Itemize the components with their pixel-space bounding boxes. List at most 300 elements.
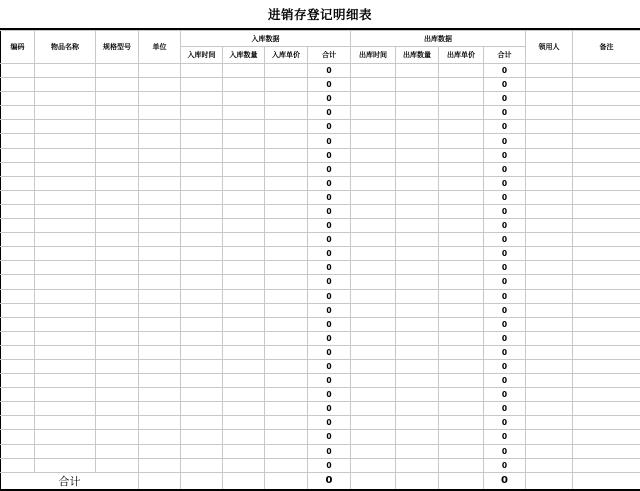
cell-receiver[interactable] — [526, 458, 573, 472]
cell-receiver[interactable] — [526, 148, 573, 162]
cell-remark[interactable] — [573, 402, 640, 416]
cell-in-total[interactable]: 0 — [308, 148, 351, 162]
cell-in-price[interactable] — [265, 430, 308, 444]
cell-remark[interactable] — [573, 388, 640, 402]
cell-name[interactable] — [35, 64, 96, 78]
cell-name[interactable] — [35, 430, 96, 444]
cell-in-time[interactable] — [181, 78, 223, 92]
cell-name[interactable] — [35, 162, 96, 176]
cell-out-qty[interactable] — [396, 388, 439, 402]
cell-out-qty[interactable] — [396, 120, 439, 134]
cell-unit[interactable] — [139, 388, 181, 402]
cell-receiver[interactable] — [526, 64, 573, 78]
cell-remark[interactable] — [573, 317, 640, 331]
cell-in-qty[interactable] — [223, 444, 265, 458]
cell-name[interactable] — [35, 176, 96, 190]
cell-out-price[interactable] — [439, 388, 484, 402]
cell-receiver[interactable] — [526, 219, 573, 233]
cell-in-qty[interactable] — [223, 78, 265, 92]
cell-unit[interactable] — [139, 162, 181, 176]
cell-out-time[interactable] — [351, 359, 396, 373]
cell-out-total[interactable]: 0 — [484, 162, 526, 176]
cell-name[interactable] — [35, 148, 96, 162]
cell-in-qty[interactable] — [223, 388, 265, 402]
cell-out-price[interactable] — [439, 204, 484, 218]
cell-unit[interactable] — [139, 402, 181, 416]
cell-out-price[interactable] — [439, 402, 484, 416]
cell-receiver[interactable] — [526, 261, 573, 275]
cell-unit[interactable] — [139, 106, 181, 120]
cell-name[interactable] — [35, 317, 96, 331]
cell-remark[interactable] — [573, 458, 640, 472]
cell-code[interactable] — [1, 331, 35, 345]
cell-receiver[interactable] — [526, 430, 573, 444]
cell-code[interactable] — [1, 388, 35, 402]
cell-spec[interactable] — [96, 261, 139, 275]
cell-name[interactable] — [35, 120, 96, 134]
cell-in-price[interactable] — [265, 247, 308, 261]
cell-receiver[interactable] — [526, 388, 573, 402]
cell-in-price[interactable] — [265, 219, 308, 233]
cell-receiver[interactable] — [526, 317, 573, 331]
cell-out-qty[interactable] — [396, 374, 439, 388]
cell-name[interactable] — [35, 275, 96, 289]
cell-out-total[interactable]: 0 — [484, 374, 526, 388]
cell-in-price[interactable] — [265, 317, 308, 331]
header-out-total[interactable]: 合计 — [484, 47, 526, 64]
cell-out-total[interactable]: 0 — [484, 120, 526, 134]
cell-out-qty[interactable] — [396, 92, 439, 106]
cell-remark[interactable] — [573, 233, 640, 247]
cell-in-price[interactable] — [265, 359, 308, 373]
cell-spec[interactable] — [96, 331, 139, 345]
cell-in-price[interactable] — [265, 331, 308, 345]
cell-remark[interactable] — [573, 289, 640, 303]
header-code[interactable]: 编码 — [1, 31, 35, 64]
cell-name[interactable] — [35, 359, 96, 373]
cell-out-qty[interactable] — [396, 303, 439, 317]
cell-in-qty[interactable] — [223, 317, 265, 331]
cell-receiver[interactable] — [526, 444, 573, 458]
total-cell[interactable] — [223, 472, 265, 490]
cell-name[interactable] — [35, 92, 96, 106]
cell-receiver[interactable] — [526, 416, 573, 430]
cell-in-qty[interactable] — [223, 120, 265, 134]
cell-spec[interactable] — [96, 402, 139, 416]
cell-out-price[interactable] — [439, 78, 484, 92]
cell-receiver[interactable] — [526, 162, 573, 176]
cell-in-total[interactable]: 0 — [308, 120, 351, 134]
cell-out-price[interactable] — [439, 233, 484, 247]
cell-out-time[interactable] — [351, 331, 396, 345]
cell-unit[interactable] — [139, 303, 181, 317]
cell-receiver[interactable] — [526, 190, 573, 204]
cell-out-price[interactable] — [439, 430, 484, 444]
cell-remark[interactable] — [573, 92, 640, 106]
cell-in-qty[interactable] — [223, 247, 265, 261]
cell-in-qty[interactable] — [223, 402, 265, 416]
header-in-qty[interactable]: 入库数量 — [223, 47, 265, 64]
cell-out-time[interactable] — [351, 444, 396, 458]
cell-in-price[interactable] — [265, 134, 308, 148]
cell-out-price[interactable] — [439, 92, 484, 106]
cell-in-total[interactable]: 0 — [308, 331, 351, 345]
cell-out-time[interactable] — [351, 120, 396, 134]
cell-name[interactable] — [35, 219, 96, 233]
cell-in-qty[interactable] — [223, 331, 265, 345]
cell-in-time[interactable] — [181, 275, 223, 289]
cell-out-total[interactable]: 0 — [484, 106, 526, 120]
cell-name[interactable] — [35, 444, 96, 458]
cell-remark[interactable] — [573, 176, 640, 190]
cell-unit[interactable] — [139, 204, 181, 218]
header-in-total[interactable]: 合计 — [308, 47, 351, 64]
cell-out-total[interactable]: 0 — [484, 190, 526, 204]
cell-out-price[interactable] — [439, 247, 484, 261]
cell-in-time[interactable] — [181, 331, 223, 345]
cell-remark[interactable] — [573, 106, 640, 120]
cell-remark[interactable] — [573, 120, 640, 134]
cell-in-time[interactable] — [181, 458, 223, 472]
cell-out-qty[interactable] — [396, 331, 439, 345]
cell-out-total[interactable]: 0 — [484, 176, 526, 190]
cell-unit[interactable] — [139, 219, 181, 233]
cell-out-qty[interactable] — [396, 64, 439, 78]
cell-out-price[interactable] — [439, 458, 484, 472]
cell-out-total[interactable]: 0 — [484, 275, 526, 289]
cell-spec[interactable] — [96, 289, 139, 303]
cell-in-time[interactable] — [181, 247, 223, 261]
cell-out-time[interactable] — [351, 148, 396, 162]
header-receiver[interactable]: 领用人 — [526, 31, 573, 64]
cell-in-time[interactable] — [181, 148, 223, 162]
cell-name[interactable] — [35, 247, 96, 261]
total-cell[interactable] — [181, 472, 223, 490]
cell-spec[interactable] — [96, 162, 139, 176]
cell-in-price[interactable] — [265, 374, 308, 388]
cell-spec[interactable] — [96, 275, 139, 289]
cell-in-time[interactable] — [181, 64, 223, 78]
cell-out-time[interactable] — [351, 317, 396, 331]
cell-out-qty[interactable] — [396, 233, 439, 247]
total-cell[interactable] — [396, 472, 439, 490]
cell-spec[interactable] — [96, 78, 139, 92]
cell-out-total[interactable]: 0 — [484, 430, 526, 444]
cell-code[interactable] — [1, 374, 35, 388]
cell-code[interactable] — [1, 120, 35, 134]
cell-name[interactable] — [35, 402, 96, 416]
cell-in-price[interactable] — [265, 162, 308, 176]
header-outbound-group[interactable]: 出库数据 — [351, 31, 526, 47]
cell-out-qty[interactable] — [396, 359, 439, 373]
cell-in-qty[interactable] — [223, 430, 265, 444]
cell-in-total[interactable]: 0 — [308, 92, 351, 106]
cell-in-qty[interactable] — [223, 148, 265, 162]
cell-in-qty[interactable] — [223, 106, 265, 120]
cell-spec[interactable] — [96, 374, 139, 388]
cell-in-total[interactable]: 0 — [308, 359, 351, 373]
total-in-sum[interactable]: 0 — [308, 472, 351, 490]
cell-code[interactable] — [1, 303, 35, 317]
cell-receiver[interactable] — [526, 92, 573, 106]
cell-out-total[interactable]: 0 — [484, 444, 526, 458]
cell-in-price[interactable] — [265, 416, 308, 430]
cell-in-time[interactable] — [181, 92, 223, 106]
cell-unit[interactable] — [139, 416, 181, 430]
cell-out-qty[interactable] — [396, 176, 439, 190]
cell-out-price[interactable] — [439, 106, 484, 120]
total-out-sum[interactable]: 0 — [484, 472, 526, 490]
cell-in-total[interactable]: 0 — [308, 204, 351, 218]
cell-unit[interactable] — [139, 458, 181, 472]
cell-in-total[interactable]: 0 — [308, 416, 351, 430]
cell-code[interactable] — [1, 190, 35, 204]
cell-spec[interactable] — [96, 219, 139, 233]
header-remark[interactable]: 备注 — [573, 31, 640, 64]
cell-in-time[interactable] — [181, 345, 223, 359]
cell-out-total[interactable]: 0 — [484, 416, 526, 430]
cell-in-time[interactable] — [181, 219, 223, 233]
cell-remark[interactable] — [573, 444, 640, 458]
cell-out-qty[interactable] — [396, 78, 439, 92]
cell-out-price[interactable] — [439, 120, 484, 134]
header-out-price[interactable]: 出库单价 — [439, 47, 484, 64]
cell-name[interactable] — [35, 345, 96, 359]
cell-unit[interactable] — [139, 261, 181, 275]
cell-spec[interactable] — [96, 359, 139, 373]
cell-code[interactable] — [1, 162, 35, 176]
cell-in-total[interactable]: 0 — [308, 388, 351, 402]
cell-unit[interactable] — [139, 275, 181, 289]
cell-in-time[interactable] — [181, 261, 223, 275]
cell-in-price[interactable] — [265, 289, 308, 303]
cell-in-qty[interactable] — [223, 303, 265, 317]
cell-remark[interactable] — [573, 219, 640, 233]
cell-in-time[interactable] — [181, 359, 223, 373]
cell-receiver[interactable] — [526, 345, 573, 359]
header-name[interactable]: 物品名称 — [35, 31, 96, 64]
cell-out-price[interactable] — [439, 374, 484, 388]
cell-out-price[interactable] — [439, 219, 484, 233]
cell-out-time[interactable] — [351, 430, 396, 444]
cell-remark[interactable] — [573, 331, 640, 345]
cell-name[interactable] — [35, 134, 96, 148]
total-cell[interactable] — [573, 472, 640, 490]
cell-unit[interactable] — [139, 317, 181, 331]
cell-in-total[interactable]: 0 — [308, 317, 351, 331]
cell-out-total[interactable]: 0 — [484, 247, 526, 261]
cell-out-price[interactable] — [439, 190, 484, 204]
cell-spec[interactable] — [96, 317, 139, 331]
header-unit[interactable]: 单位 — [139, 31, 181, 64]
cell-out-time[interactable] — [351, 261, 396, 275]
cell-spec[interactable] — [96, 345, 139, 359]
cell-remark[interactable] — [573, 204, 640, 218]
cell-in-price[interactable] — [265, 106, 308, 120]
cell-out-price[interactable] — [439, 148, 484, 162]
cell-in-qty[interactable] — [223, 64, 265, 78]
cell-in-price[interactable] — [265, 190, 308, 204]
cell-out-time[interactable] — [351, 106, 396, 120]
cell-name[interactable] — [35, 289, 96, 303]
cell-remark[interactable] — [573, 416, 640, 430]
cell-out-total[interactable]: 0 — [484, 345, 526, 359]
cell-code[interactable] — [1, 444, 35, 458]
cell-out-total[interactable]: 0 — [484, 331, 526, 345]
cell-out-qty[interactable] — [396, 190, 439, 204]
cell-in-price[interactable] — [265, 233, 308, 247]
cell-in-time[interactable] — [181, 430, 223, 444]
cell-out-time[interactable] — [351, 247, 396, 261]
cell-in-total[interactable]: 0 — [308, 430, 351, 444]
cell-name[interactable] — [35, 261, 96, 275]
cell-remark[interactable] — [573, 430, 640, 444]
cell-out-total[interactable]: 0 — [484, 92, 526, 106]
cell-out-time[interactable] — [351, 204, 396, 218]
cell-in-qty[interactable] — [223, 233, 265, 247]
cell-in-qty[interactable] — [223, 134, 265, 148]
cell-remark[interactable] — [573, 374, 640, 388]
cell-out-price[interactable] — [439, 317, 484, 331]
cell-remark[interactable] — [573, 359, 640, 373]
cell-receiver[interactable] — [526, 331, 573, 345]
cell-in-time[interactable] — [181, 289, 223, 303]
cell-in-time[interactable] — [181, 303, 223, 317]
cell-code[interactable] — [1, 416, 35, 430]
cell-code[interactable] — [1, 106, 35, 120]
cell-spec[interactable] — [96, 134, 139, 148]
header-out-qty[interactable]: 出库数量 — [396, 47, 439, 64]
cell-code[interactable] — [1, 430, 35, 444]
cell-out-time[interactable] — [351, 388, 396, 402]
cell-unit[interactable] — [139, 430, 181, 444]
cell-name[interactable] — [35, 204, 96, 218]
cell-in-price[interactable] — [265, 303, 308, 317]
cell-out-time[interactable] — [351, 92, 396, 106]
cell-out-price[interactable] — [439, 359, 484, 373]
cell-spec[interactable] — [96, 92, 139, 106]
cell-in-total[interactable]: 0 — [308, 134, 351, 148]
cell-in-qty[interactable] — [223, 190, 265, 204]
cell-in-time[interactable] — [181, 204, 223, 218]
cell-receiver[interactable] — [526, 303, 573, 317]
cell-in-total[interactable]: 0 — [308, 78, 351, 92]
cell-name[interactable] — [35, 388, 96, 402]
cell-receiver[interactable] — [526, 289, 573, 303]
cell-out-time[interactable] — [351, 233, 396, 247]
cell-code[interactable] — [1, 176, 35, 190]
cell-receiver[interactable] — [526, 247, 573, 261]
cell-in-price[interactable] — [265, 64, 308, 78]
cell-in-price[interactable] — [265, 444, 308, 458]
cell-out-time[interactable] — [351, 162, 396, 176]
cell-unit[interactable] — [139, 176, 181, 190]
cell-in-price[interactable] — [265, 120, 308, 134]
cell-in-price[interactable] — [265, 402, 308, 416]
cell-out-qty[interactable] — [396, 162, 439, 176]
cell-spec[interactable] — [96, 388, 139, 402]
cell-out-total[interactable]: 0 — [484, 134, 526, 148]
cell-out-time[interactable] — [351, 275, 396, 289]
cell-in-time[interactable] — [181, 317, 223, 331]
cell-unit[interactable] — [139, 233, 181, 247]
cell-remark[interactable] — [573, 148, 640, 162]
cell-code[interactable] — [1, 402, 35, 416]
cell-out-total[interactable]: 0 — [484, 359, 526, 373]
cell-code[interactable] — [1, 261, 35, 275]
cell-unit[interactable] — [139, 148, 181, 162]
cell-name[interactable] — [35, 78, 96, 92]
cell-spec[interactable] — [96, 444, 139, 458]
cell-receiver[interactable] — [526, 402, 573, 416]
cell-spec[interactable] — [96, 204, 139, 218]
cell-out-total[interactable]: 0 — [484, 289, 526, 303]
cell-out-qty[interactable] — [396, 247, 439, 261]
cell-receiver[interactable] — [526, 78, 573, 92]
cell-out-time[interactable] — [351, 176, 396, 190]
cell-out-total[interactable]: 0 — [484, 233, 526, 247]
cell-in-time[interactable] — [181, 176, 223, 190]
cell-out-price[interactable] — [439, 176, 484, 190]
cell-receiver[interactable] — [526, 176, 573, 190]
cell-out-qty[interactable] — [396, 345, 439, 359]
cell-spec[interactable] — [96, 176, 139, 190]
cell-in-price[interactable] — [265, 275, 308, 289]
cell-in-time[interactable] — [181, 120, 223, 134]
cell-code[interactable] — [1, 204, 35, 218]
cell-spec[interactable] — [96, 247, 139, 261]
cell-unit[interactable] — [139, 331, 181, 345]
cell-remark[interactable] — [573, 247, 640, 261]
cell-in-total[interactable]: 0 — [308, 176, 351, 190]
cell-in-total[interactable]: 0 — [308, 289, 351, 303]
cell-out-price[interactable] — [439, 134, 484, 148]
cell-remark[interactable] — [573, 64, 640, 78]
cell-in-qty[interactable] — [223, 289, 265, 303]
cell-receiver[interactable] — [526, 233, 573, 247]
cell-name[interactable] — [35, 331, 96, 345]
cell-spec[interactable] — [96, 233, 139, 247]
cell-in-time[interactable] — [181, 388, 223, 402]
cell-remark[interactable] — [573, 190, 640, 204]
cell-out-total[interactable]: 0 — [484, 78, 526, 92]
cell-code[interactable] — [1, 289, 35, 303]
cell-remark[interactable] — [573, 162, 640, 176]
cell-in-total[interactable]: 0 — [308, 247, 351, 261]
cell-in-total[interactable]: 0 — [308, 303, 351, 317]
cell-in-total[interactable]: 0 — [308, 402, 351, 416]
cell-code[interactable] — [1, 247, 35, 261]
cell-out-time[interactable] — [351, 416, 396, 430]
cell-name[interactable] — [35, 416, 96, 430]
total-cell[interactable] — [265, 472, 308, 490]
cell-in-total[interactable]: 0 — [308, 233, 351, 247]
cell-remark[interactable] — [573, 345, 640, 359]
cell-code[interactable] — [1, 148, 35, 162]
cell-unit[interactable] — [139, 374, 181, 388]
cell-out-price[interactable] — [439, 162, 484, 176]
cell-in-total[interactable]: 0 — [308, 261, 351, 275]
cell-out-qty[interactable] — [396, 458, 439, 472]
cell-receiver[interactable] — [526, 204, 573, 218]
cell-unit[interactable] — [139, 92, 181, 106]
cell-in-time[interactable] — [181, 402, 223, 416]
cell-out-price[interactable] — [439, 416, 484, 430]
cell-in-time[interactable] — [181, 444, 223, 458]
cell-out-qty[interactable] — [396, 402, 439, 416]
cell-spec[interactable] — [96, 303, 139, 317]
cell-in-qty[interactable] — [223, 261, 265, 275]
